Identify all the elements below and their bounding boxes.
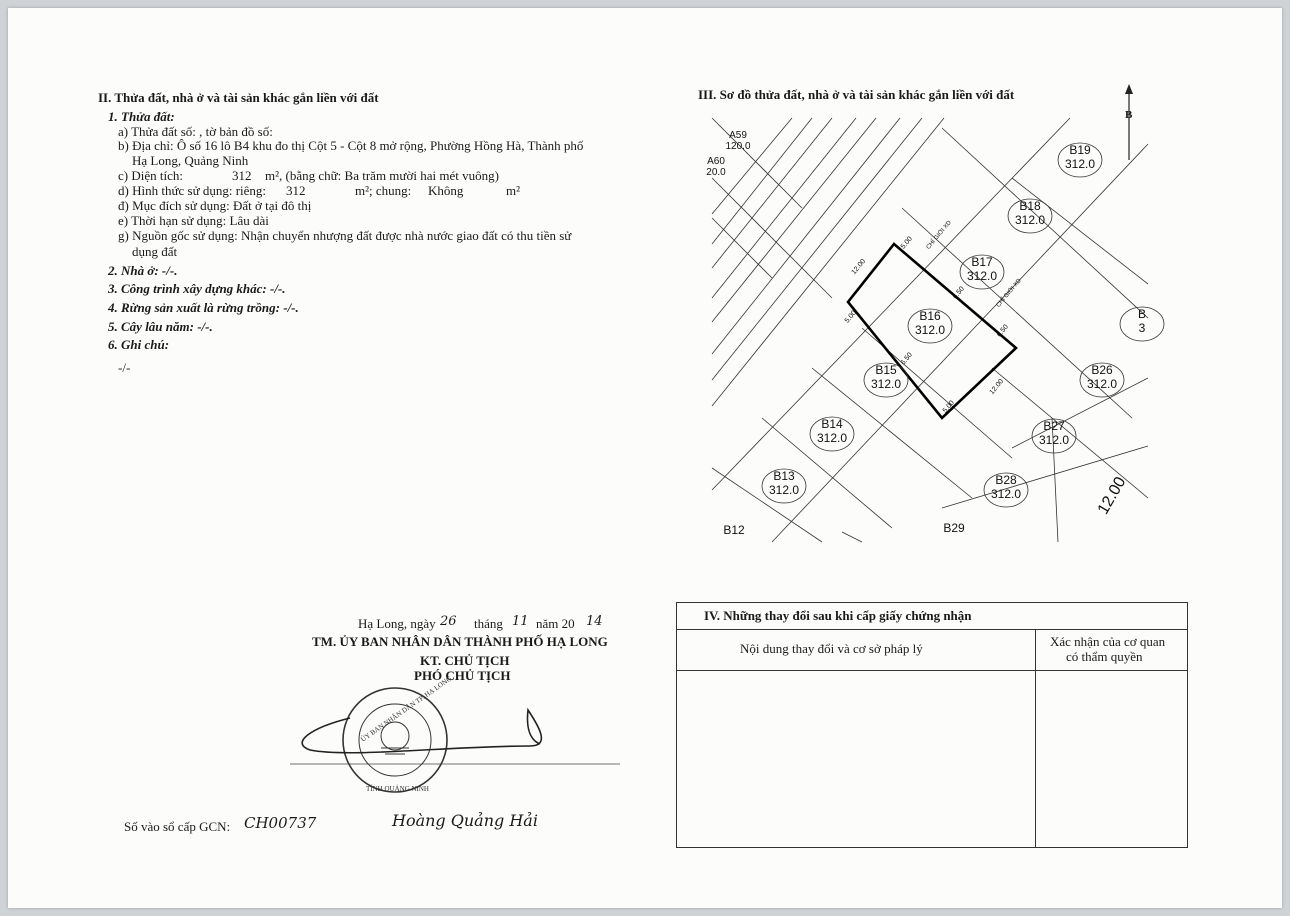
usage-shared-label: m²; chung: (355, 183, 412, 198)
house-item: 2. Nhà ở: -/-. (108, 263, 178, 278)
parcel-area-b18: 312.0 (1014, 213, 1046, 227)
parcel-area-b15: 312.0 (870, 377, 902, 391)
usage-purpose: đ) Mục đích sử dụng: Đất ở tại đô thị (118, 198, 312, 213)
registry-label: Số vào sổ cấp GCN: (124, 819, 231, 834)
issuing-org: TM. ỦY BAN NHÂN DÂN THÀNH PHỐ HẠ LONG (312, 634, 608, 649)
section2-title: II. Thửa đất, nhà ở và tài sản khác gắn liền với đất (98, 90, 379, 105)
parcel-id-b18: B18 (1019, 199, 1041, 213)
usage-shared-unit: m² (506, 183, 521, 198)
edge-long-top: 12.00 (850, 258, 868, 277)
notes-value: -/- (118, 360, 131, 375)
parcel-id-a60: A60 (707, 156, 725, 167)
seal-text: ỦY BAN NHÂN DÂN TP. HẠ LONG (359, 674, 454, 744)
changes-table-divider (1035, 630, 1036, 847)
land-heading: 1. Thửa đất: (108, 109, 175, 124)
edge-mid-lower: 6.50 (899, 351, 914, 367)
parcel-circles (762, 143, 1164, 507)
parcel-area-b19: 312.0 (1064, 157, 1096, 171)
edge-short-bottom: 5.00 (941, 399, 956, 415)
parcel-area-b14: 312.0 (816, 431, 848, 445)
usage-private-value: 312 (286, 183, 306, 198)
construction-item: 3. Công trình xây dựng khác: -/-. (108, 281, 286, 296)
usage-form-label: d) Hình thức sử dụng: riêng: (118, 183, 267, 198)
usage-term: e) Thời hạn sử dụng: Lâu dài (118, 213, 269, 228)
notes-heading: 6. Ghi chú: (108, 337, 170, 352)
parcel-id-b: B (1137, 307, 1147, 321)
parcel-id-b26: B26 (1091, 363, 1113, 377)
parcel-id-b13: B13 (773, 469, 795, 483)
usage-origin-line2: dụng đất (132, 244, 178, 259)
signer-role: PHÓ CHỦ TỊCH (414, 668, 511, 683)
year-label: năm 20 (536, 616, 575, 631)
land-address-line1: b) Địa chỉ: Ô số 16 lô B4 khu đo thị Cột 5 - Cột 8 mở rộng, Phường Hồng Hà, Thành phố (118, 138, 584, 153)
month-label: tháng (474, 616, 503, 631)
changes-col-content: Nội dung thay đổi và cơ sở pháp lý (740, 641, 923, 656)
parcel-id-b16: B16 (919, 309, 941, 323)
parcel-id-b19: B19 (1069, 143, 1091, 157)
parcel-id-b14: B14 (821, 417, 843, 431)
sign-year: 14 (586, 614, 603, 629)
usage-shared-value: Không (428, 183, 464, 198)
parcel-area-b27: 312.0 (1038, 433, 1070, 447)
acting-title: KT. CHỦ TỊCH (420, 653, 510, 668)
section3-title: III. Sơ đồ thửa đất, nhà ở và tài sản khác gắn liền với đất (698, 87, 1015, 102)
seal-and-signature (290, 688, 630, 808)
edge-short-left: 5.00 (843, 309, 858, 325)
land-area-label: c) Diện tích: (118, 168, 183, 183)
road-label-a: CHỈ GIỚI XD (925, 219, 953, 251)
sign-month: 11 (512, 614, 529, 629)
parcel-area-b16: 312.0 (914, 323, 946, 337)
land-address-line2: Hạ Long, Quảng Ninh (132, 153, 249, 168)
parcel-id-a59: A59 (729, 130, 747, 141)
parcel-id-b15: B15 (875, 363, 897, 377)
official-seal (343, 688, 447, 792)
usage-origin-line1: g) Nguồn gốc sử dụng: Nhận chuyển nhượng đất được nhà nước giao đất có thu tiền sử (118, 228, 572, 243)
parcel-diagram (706, 118, 1148, 542)
edge-long-right: 12.00 (988, 378, 1006, 397)
parcel-area-b17: 312.0 (966, 269, 998, 283)
parcel-id-b27: B27 (1043, 419, 1065, 433)
road-width-label: 12.00 (1094, 474, 1130, 518)
section4-title: IV. Những thay đổi sau khi cấp giấy chứng nhận (704, 608, 972, 623)
parcel-id-b29: B29 (943, 521, 965, 535)
changes-col-confirm-line2: có thẩm quyền (1066, 649, 1143, 664)
edge-short-top: 5.00 (899, 235, 914, 251)
parcel-area-b: 3 (1138, 321, 1146, 335)
land-area-value: 312 (232, 168, 252, 183)
parcel-area-a60: 20.0 (706, 167, 726, 178)
parcel-id-b12: B12 (723, 523, 745, 537)
parcel-id-b17: B17 (971, 255, 993, 269)
edge-mid: 6.50 (951, 285, 966, 301)
parcel-area-b26: 312.0 (1086, 377, 1118, 391)
parcel-area-b13: 312.0 (768, 483, 800, 497)
sign-day: 26 (440, 614, 457, 629)
north-label: B (1125, 109, 1133, 121)
edge-mid-right: 6.50 (995, 323, 1010, 339)
place-date-prefix: Hạ Long, ngày (358, 616, 436, 631)
trees-item: 5. Cây lâu năm: -/-. (108, 319, 213, 334)
forest-item: 4. Rừng sản xuất là rừng trồng: -/-. (108, 300, 299, 315)
parcel-area-b28: 312.0 (990, 487, 1022, 501)
parcel-labels (706, 130, 1146, 537)
signer-name: Hoàng Quảng Hải (392, 811, 538, 830)
road-label-b: CHỈ GIỚI XD (995, 277, 1023, 309)
registry-number: CH00737 (244, 814, 317, 832)
changes-col-confirm-line1: Xác nhận của cơ quan (1050, 634, 1166, 649)
parcel-id-b28: B28 (995, 473, 1017, 487)
parcel-area-a59: 120.0 (725, 141, 751, 152)
seal-text-bottom: TỈNH QUẢNG NINH (366, 785, 429, 793)
land-parcel-number: a) Thửa đất số: , tờ bản đồ số: (118, 124, 273, 139)
land-area-words: m², (bằng chữ: Ba trăm mười hai mét vuông) (265, 168, 499, 183)
